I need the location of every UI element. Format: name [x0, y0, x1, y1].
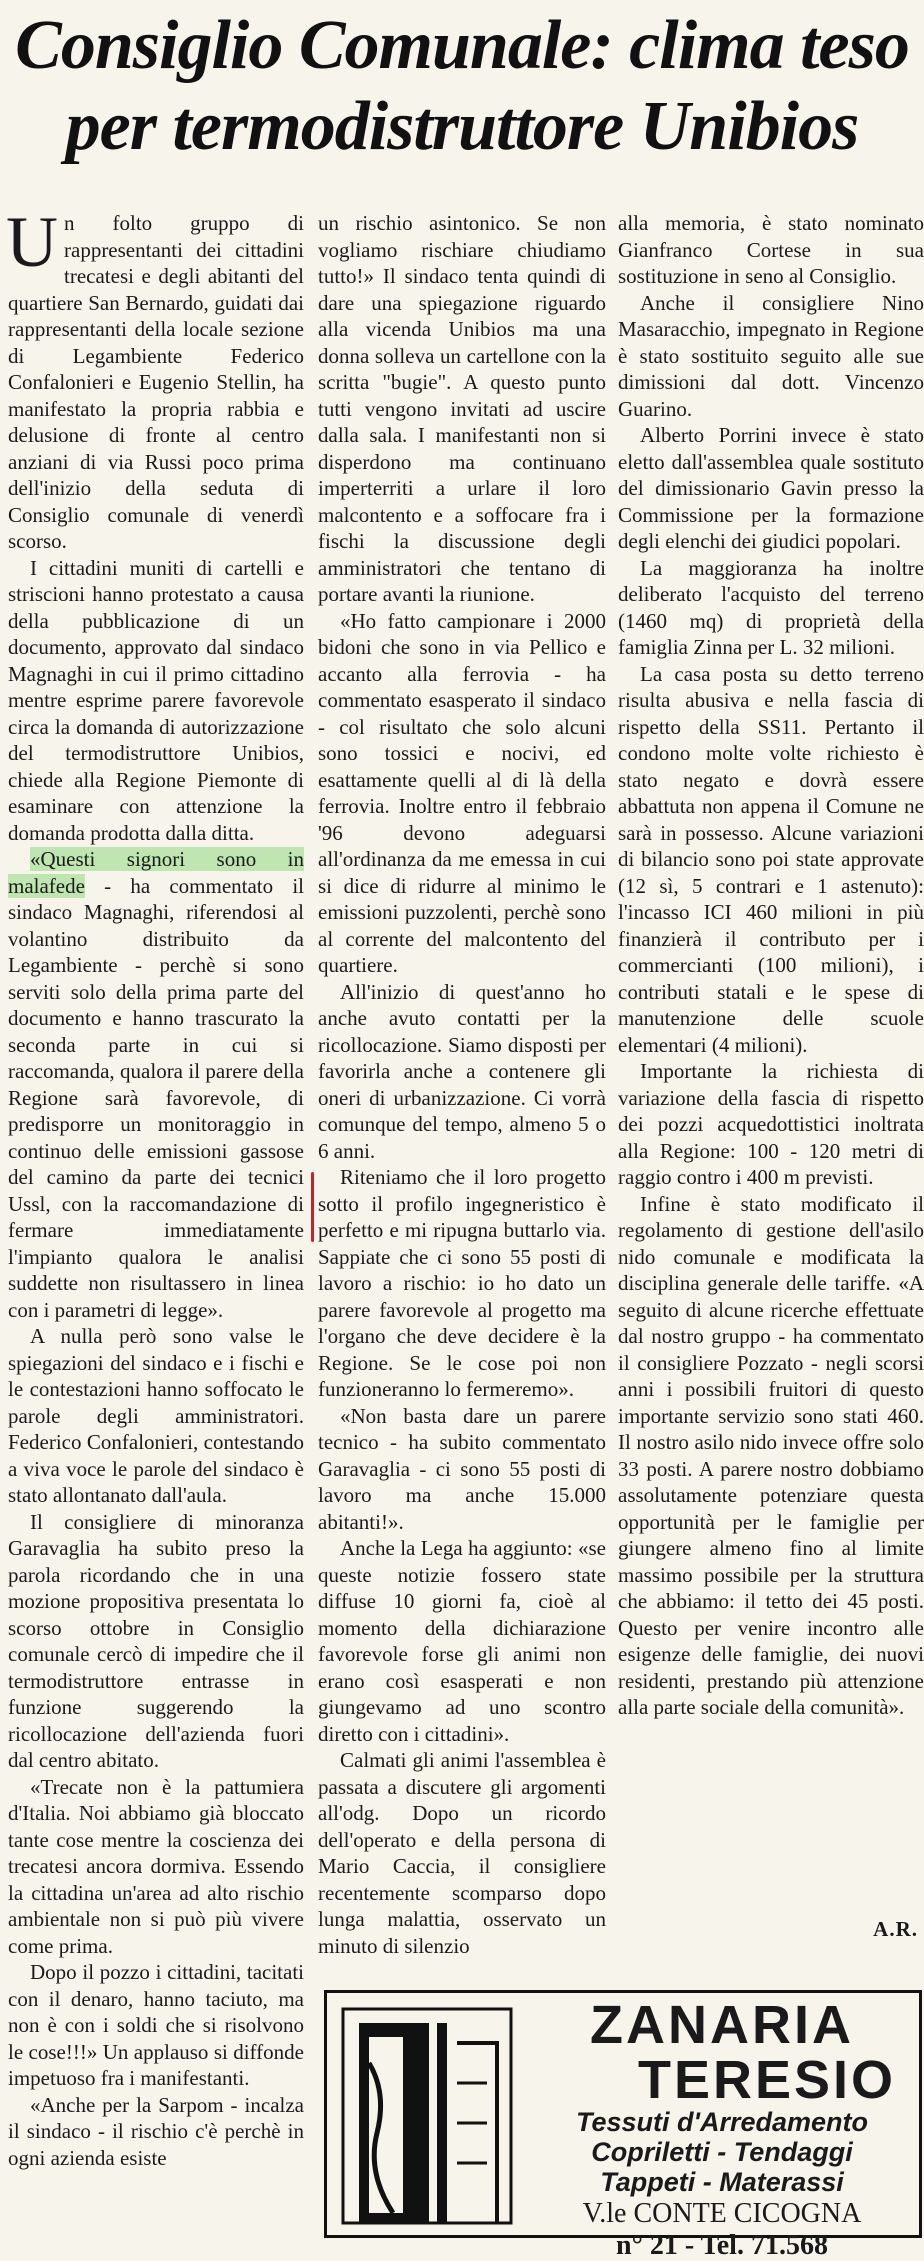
paragraph: un rischio asintonico. Se non vogliamo rischiare chiudiamo tutto!» Il sindaco tenta quindi di dare una spiegazione riguardo alla vicenda Unibios ma una donna solleva un cartellone con la scritta "bugie". A questo punto tutti vengono invitati ad uscire dalla sala. I manifestanti non si disperdono ma continuano imperterriti a urlare il loro malcontento e a soffocare fra i fischi la discussione degli amministratori che tentano di portare avanti la riunione.: [318, 211, 606, 606]
paragraph: «Anche per la Sarpom - incalza il sindaco - il rischio c'è perchè in ogni azienda esiste: [8, 2092, 304, 2170]
ad-product-line: Copriletti - Tendaggi: [591, 2137, 853, 2167]
paragraph: Importante la richiesta di variazione della fascia di rispetto dei pozzi acquedottistici inoltrata alla Regione: 100 - 120 metri di raggio contro i 400 m previsti.: [618, 1059, 924, 1189]
paragraph: La casa posta su detto terreno risulta abusiva e nella fascia di rispetto della SS11. Pertanto il condono molte volte richiesto è stato negato e dovrà essere abbattuta non appena il Comune ne sarà in possesso. Alcune variazioni di bilancio sono poi state approvate (12 sì, 5 contrari e 1 astenuto): l'incasso ICI 460 milioni in più finanzierà il contributo per i commercianti (100 milioni), i contributi statali e le spese di manutenzione delle scuole elementari (4 milioni).: [618, 661, 924, 1057]
ad-phone: n° 21 - Tel. 71.568: [616, 2230, 828, 2261]
paragraph: «Non basta dare un parere tecnico - ha subito commentato Garavaglia - ci sono 55 posti di lavoro ma anche 15.000 abitanti!».: [318, 1403, 606, 1534]
paragraph: Dopo il pozzo i cittadini, tacitati con il denaro, hanno taciuto, ma non è con i soldi che si risolvono le cose!!!» Un applauso si diffonde impetuoso fra i manifestanti.: [8, 1960, 304, 2090]
paragraph: All'inizio di quest'anno ho anche avuto contatti per la ricollocazione. Siamo disposti per favorirla anche a contenere gli oneri di urbanizzazione. Ci vorrà comunque del tempo, almeno 5 o 6 anni.: [318, 979, 606, 1163]
article-column-1: [6, 202, 304, 2170]
ad-address: V.le CONTE CICOGNA: [582, 2198, 862, 2229]
headline: [0, 6, 924, 168]
paragraph: Il consigliere di minoranza Garavaglia ha subito preso la parola ricordando che in una mozione propositiva presentata lo scorso ottobre in Consiglio comunale cercò di impedire che il termodistruttore entrasse in funzione suggerendo la ricollocazione dell'azienda fuori dal centro abitato.: [8, 1509, 304, 1772]
paragraph: Riteniamo che il loro progetto sotto il profilo ingegneristico è perfetto e mi ripugna buttarlo via. Sappiate che ci sono 55 posti di lavoro a rischio: io ho dato un parere favorevole al progetto ma l'organo che deve decidere è la Regione. Se le cose poi non funzioneranno lo fermeremo».: [318, 1165, 606, 1401]
paragraph: Anche il consigliere Nino Masaracchio, impegnato in Regione è stato sostituito seguito alle sue dimissioni dal dott. Vincenzo Guarino.: [618, 290, 924, 421]
paragraph: A nulla però sono valse le spiegazioni del sindaco e i fischi e le contestazioni hanno soffocato le parole degli amministratori. Federico Confalonieri, contestando a viva voce le parole del sindaco è stato allontanato dall'aula.: [8, 1324, 304, 1507]
headline-line-1: Consiglio Comunale: clima teso: [15, 7, 909, 84]
ad-product-line: Tessuti d'Arredamento: [576, 2107, 868, 2137]
paragraph: La maggioranza ha inoltre deliberato l'acquisto del terreno (1460 mq) di proprietà della famiglia Zinna per L. 32 milioni.: [618, 555, 924, 659]
drop-cap: U: [6, 202, 58, 282]
paragraph: Alberto Porrini invece è stato eletto dall'assemblea quale sostituto del dimissionario Gavin presso la Commissione per la formazione degli elenchi dei giudici popolari.: [618, 423, 924, 553]
headline-line-2: per termodistruttore Unibios: [65, 88, 859, 165]
advertisement-text: [527, 1997, 917, 2261]
paragraph: Infine è stato modificato il regolamento di gestione dell'asilo nido comunale e modificata la disciplina generale delle tariffe. «A seguito di alcune ricerche effettuate dal nostro gruppo - ha commentato il consigliere Pozzato - negli scorsi anni i possibili fruitori di questo importante servizio sono stati 460. Il nostro asilo nido invece offre solo 33 posti. A parere nostro dobbiamo assolutamente potenziare questa opportunità per le famiglie per giungere almeno fino al limite massimo possibile per la struttura che abbiamo: il tetto dei 45 posti. Questo per venire incontro alle esigenze delle famiglie, dei nuovi residenti, prestando più attenzione alla parte sociale della comunità».: [618, 1191, 924, 1719]
article-column-2: [318, 210, 606, 1970]
author-signature: A.R.: [873, 1917, 918, 1941]
paragraph: I cittadini muniti di cartelli e striscioni hanno protestato a causa della pubblicazione di un documento, approvato dal sindaco Magnaghi in cui il primo cittadino mentre esprime parere favorevole circa la domanda di autorizzazione del termodistruttore Unibios, chiede alla Regione Piemonte di esaminare con attenzione la domanda prodotta dalla ditta.: [8, 555, 304, 845]
ad-name-line-1: ZANARIA: [590, 1995, 854, 2055]
ad-name-line-2: TERESIO: [637, 2050, 897, 2110]
article-column-3: [618, 210, 924, 1940]
paragraph: «Questi signori sono in malafede - ha commentato il sindaco Magnaghi, riferendosi al volantino distribuito da Legambiente - perchè si sono serviti solo della prima parte del documento e hanno trascurato la seconda parte in cui si raccomanda, qualora il parere della Regione sarà favorevole, di predisporre un monitoraggio in continuo delle emissioni gassose del camino da parte dei tecnici Ussl, con la raccomandazione di fermare immediatamente l'impianto qualora le analisi suddette non risultassero in linea con i parametri di legge».: [8, 847, 304, 1322]
advertisement-box: [324, 1990, 922, 2261]
paragraph: alla memoria, è stato nominato Gianfranco Cortese in sua sostituzione in seno al Consiglio.: [618, 211, 924, 288]
store-illustration-icon: [337, 2003, 517, 2229]
pen-margin-mark: [311, 1172, 314, 1242]
paragraph: Calmati gli animi l'assemblea è passata a discutere gli argomenti all'odg. Dopo un ricordo dell'operato e della persona di Mario Caccia, il consigliere recentemente scomparso dopo lunga malattia, osservato un minuto di silenzio: [318, 1748, 606, 1958]
highlighted-quote: «Questi signori sono in malafede: [8, 847, 304, 898]
paragraph: «Ho fatto campionare i 2000 bidoni che sono in via Pellico e accanto alla ferrovia - ha commentato esasperato il sindaco - col risultato che solo alcuni sono tossici e nocivi, ed esattamente quelli al di là della ferrovia. Inoltre entro il febbraio '96 devono adeguarsi all'ordinanza da me emessa in cui si dice di ridurre al minimo le emissioni puzzolenti, perchè sono al corrente del malcontento del quartiere.: [318, 608, 606, 977]
paragraph: Anche la Lega ha aggiunto: «se queste notizie fossero state diffuse 10 giorni fa, cioè al momento della dichiarazione favorevole forse gli animi non erano così esasperati e non giungevamo ad uno scontro diretto con i cittadini».: [318, 1536, 606, 1746]
paragraph: Un folto gruppo di rappresentanti dei cittadini trecatesi e degli abitanti del quartiere San Bernardo, guidati dai rappresentanti della locale sezione di Legambiente Federico Confalonieri e Eugenio Stellin, ha manifestato la propria rabbia e delusione di fronte al centro anziani di via Russi poco prima dell'inizio della seduta di Consiglio comunale di venerdì scorso.: [6, 202, 304, 553]
paragraph: «Trecate non è la pattumiera d'Italia. Noi abbiamo già bloccato tante cose mentre la coscienza dei trecatesi ancora dormiva. Essendo la cittadina un'area ad alto rischio ambientale non si può più vivere come prima.: [8, 1774, 304, 1958]
ad-product-line: Tappeti - Materassi: [600, 2167, 844, 2197]
